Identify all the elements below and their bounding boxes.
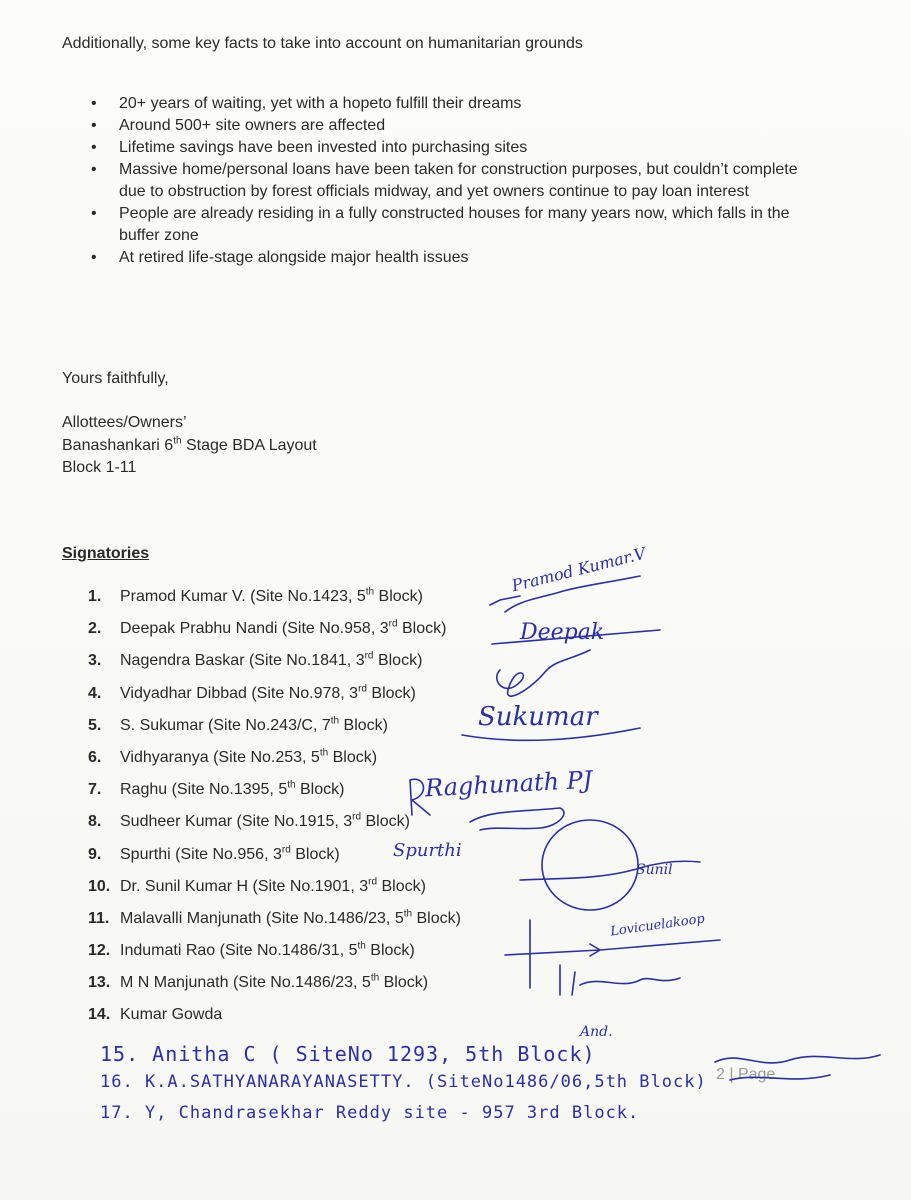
list-item: • People are already residing in a fully constructed houses for many years now, which falls in the buffer zone: [62, 203, 822, 247]
signatory-text: Indumati Rao (Site No.1486/31, 5: [120, 942, 358, 960]
signatory-row: [88, 1004, 461, 1036]
signatory-sup: rd: [281, 844, 291, 856]
signatory-row: [88, 747, 461, 779]
signatory-text: Spurthi (Site No.956, 3: [120, 845, 282, 863]
signatory-sup: th: [319, 747, 329, 759]
signature-3: [497, 650, 590, 696]
signatory-number: 14.: [88, 1006, 111, 1024]
signature-1-text: Pramod Kumar.V: [509, 543, 648, 596]
signatory-sup: th: [370, 972, 380, 984]
signature-13: [560, 965, 680, 995]
signatory-number: 6.: [88, 748, 102, 766]
signatory-text-end: Block): [412, 909, 461, 927]
list-item: • Lifetime savings have been invested into purchasing sites: [62, 137, 822, 159]
signature-7-text: Raghunath PJ: [424, 765, 594, 803]
signatory-number: 12.: [88, 942, 111, 960]
signatory-number: 7.: [88, 781, 102, 799]
signatory-number: 10.: [88, 877, 111, 895]
list-item: • 20+ years of waiting, yet with a hopeto fulfill their dreams: [62, 93, 822, 115]
key-facts-list: [62, 93, 822, 269]
signatory-number: 8.: [88, 813, 102, 831]
signatory-sup: th: [403, 908, 413, 920]
signatory-number: 1.: [88, 588, 102, 605]
signatory-text-end: Block): [374, 588, 424, 605]
list-item: • At retired life-stage alongside major health issues: [62, 247, 822, 269]
signatory-sup: rd: [368, 876, 378, 888]
signatory-sup: th: [330, 715, 340, 727]
list-item: • Around 500+ site owners are affected: [62, 115, 822, 137]
signatory-row: [88, 650, 461, 682]
signatory-text-end: Block): [377, 877, 426, 895]
signatory-text: Malavalli Manjunath (Site No.1486/23, 5: [120, 909, 404, 927]
signatory-text: Dr. Sunil Kumar H (Site No.1901, 3: [120, 877, 369, 895]
signatory-text-end: Block): [373, 652, 423, 670]
intro-text: Additionally, some key facts to take into account on humanitarian grounds: [62, 35, 583, 52]
signatory-text: Nagendra Baskar (Site No.1841, 3: [120, 652, 365, 670]
sender-line-2: [62, 437, 317, 455]
signatory-sup: th: [365, 586, 375, 598]
signatory-row: [88, 586, 461, 618]
signatory-text-end: Block): [290, 845, 340, 863]
sender-line-2-sup: th: [173, 435, 182, 447]
signatory-row: [88, 618, 461, 650]
signatory-sup: rd: [388, 618, 398, 630]
list-item: • Massive home/personal loans have been taken for construction purposes, but couldn’t complete due to obstruction by forest officials midway, and yet owners continue to pay loan interest: [62, 159, 822, 203]
signatory-row: [88, 683, 461, 715]
signatory-text: Kumar Gowda: [120, 1006, 223, 1024]
sender-line-3: Block 1-11: [62, 459, 137, 476]
signatories-list: [88, 586, 461, 1037]
signatory-sup: rd: [364, 651, 374, 663]
signatory-sup: rd: [352, 811, 362, 823]
signatory-text-end: Block): [366, 684, 416, 702]
handwritten-signatory-17: 17. Y, Chandrasekhar Reddy site - 957 3rd Block.: [100, 1103, 640, 1123]
signature-5-text: Sukumar: [478, 702, 598, 732]
signatory-sup: rd: [358, 683, 367, 695]
page-number: 2 | Page: [716, 1066, 776, 1083]
signatory-number: 9.: [88, 845, 102, 863]
signatory-text: Deepak Prabhu Nandi (Site No.958, 3: [120, 620, 389, 638]
signatory-row: [88, 972, 461, 1004]
signatory-text-end: Block): [361, 813, 410, 831]
signatory-text: M N Manjunath (Site No.1486/23, 5: [120, 974, 371, 992]
signatory-text: S. Sukumar (Site No.243/C, 7: [120, 716, 331, 734]
signatory-text: Sudheer Kumar (Site No.1915, 3: [120, 813, 353, 831]
signature-11-text: Lovicuelakoop: [609, 911, 706, 940]
signature-10-text: Sunil: [636, 862, 673, 878]
handwritten-signatory-15: 15. Anitha C ( SiteNo 1293, 5th Block): [100, 1042, 596, 1066]
salutation: Yours faithfully,: [62, 370, 169, 387]
signatory-text-end: Block): [379, 974, 429, 992]
signatory-number: 13.: [88, 974, 111, 992]
handwritten-signatory-16: 16. K.A.SATHYANARAYANASETTY. (SiteNo1486/06,5th Block): [100, 1072, 707, 1092]
signatory-number: 3.: [88, 652, 102, 670]
sender-line-2-pre: Banashankari 6: [62, 437, 174, 454]
signature-15-text: And.: [580, 1024, 613, 1040]
signatory-row: [88, 876, 461, 908]
signature-2-text: Deepak: [520, 620, 605, 645]
signatory-number: 2.: [88, 620, 102, 638]
signatory-row: [88, 908, 461, 940]
signatory-text-end: Block): [365, 942, 415, 960]
signatory-row: [88, 811, 461, 843]
signatory-text-end: Block): [339, 716, 389, 734]
signatory-number: 4.: [88, 684, 102, 702]
signatory-text-end: Block): [328, 748, 378, 766]
signatory-number: 11.: [88, 909, 110, 927]
signatories-heading: Signatories: [62, 545, 150, 562]
signature-10-stroke: [520, 861, 700, 880]
signatory-row: [88, 940, 461, 972]
signatory-text: Vidyadhar Dibbad (Site No.978, 3: [120, 684, 359, 702]
signatory-row: [88, 779, 461, 811]
signatory-text-end: Block): [397, 620, 447, 638]
signatory-number: 5.: [88, 716, 102, 734]
sender-line-2-post: Stage BDA Layout: [181, 437, 317, 454]
signature-10-loop: [542, 820, 638, 910]
signatory-text: Pramod Kumar V. (Site No.1423, 5: [120, 588, 366, 605]
signatory-sup: th: [287, 779, 296, 791]
signature-9-text: Spurthi: [393, 840, 462, 861]
signature-8: [470, 808, 564, 830]
signatory-sup: th: [357, 940, 366, 952]
signatory-text-end: Block): [295, 781, 345, 799]
signatory-text: Raghu (Site No.1395, 5: [120, 781, 288, 799]
signatory-row: [88, 715, 461, 747]
signatory-text: Vidhyaranya (Site No.253, 5: [120, 748, 320, 766]
sender-line-1: Allottees/Owners’: [62, 414, 187, 431]
